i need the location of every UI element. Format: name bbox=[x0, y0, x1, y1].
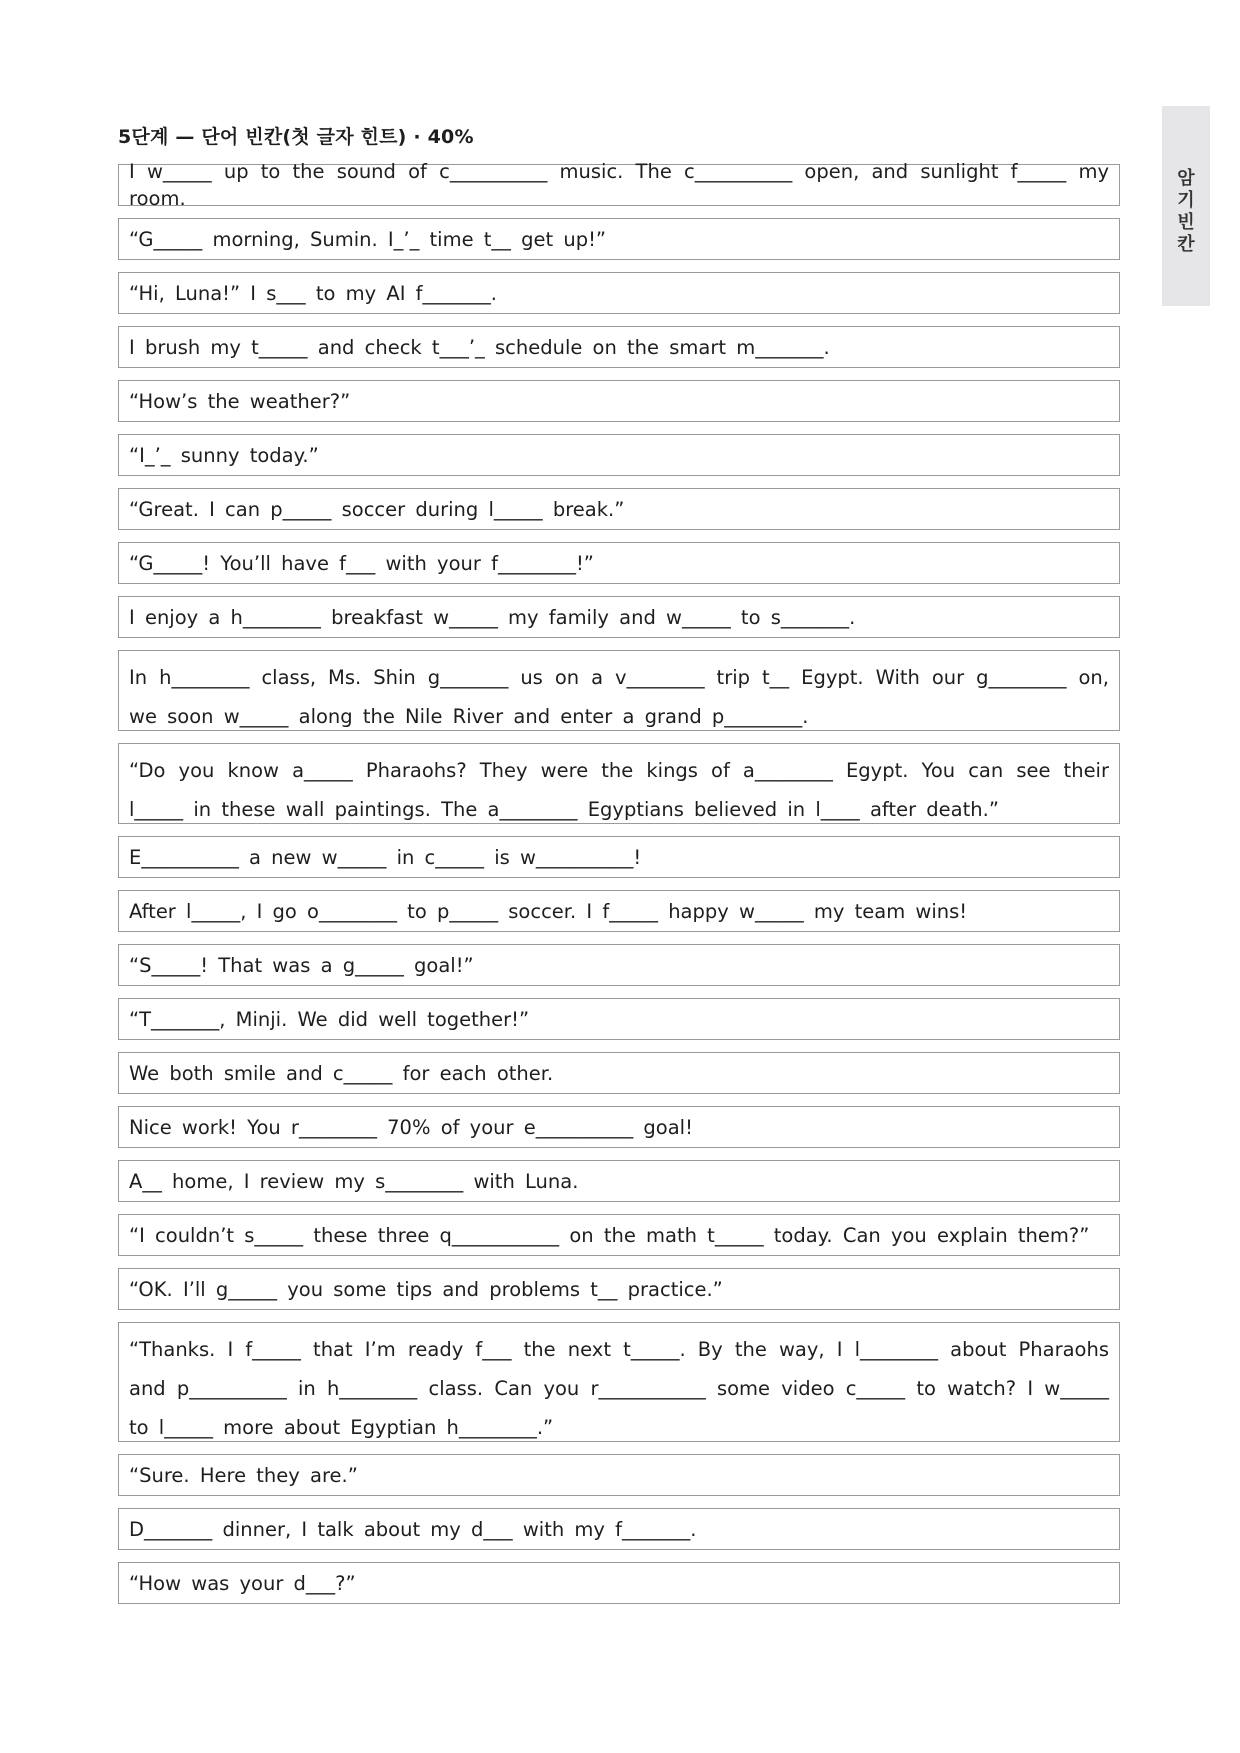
exercise-text: After l_____, I go o________ to p_____ soccer. I f_____ happy w_____ my team wins! bbox=[129, 899, 968, 923]
exercise-text: D_______ dinner, I talk about my d___ with my f_______. bbox=[129, 1517, 697, 1541]
exercise-text: “Hi, Luna!” I s___ to my AI f_______. bbox=[129, 281, 497, 305]
side-tab-char: 기 bbox=[1177, 190, 1195, 211]
exercise-row bbox=[118, 218, 1120, 260]
exercise-row: “Do you know a_____ Pharaohs? They were the kings of a________ Egypt. You can see their l_____ in these wall paintings. The a________ Egyptians believed in l____ after death.” bbox=[118, 743, 1120, 824]
exercise-row bbox=[118, 1106, 1120, 1148]
exercise-row bbox=[118, 272, 1120, 314]
exercise-text: “S_____! That was a g_____ goal!” bbox=[129, 953, 474, 977]
exercise-row bbox=[118, 542, 1120, 584]
worksheet-heading: 5단계 — 단어 빈칸(첫 글자 힌트) · 40% bbox=[118, 126, 474, 148]
exercise-list bbox=[118, 160, 1120, 1616]
exercise-row bbox=[118, 596, 1120, 638]
exercise-text: “T_______, Minji. We did well together!” bbox=[129, 1007, 530, 1031]
exercise-row bbox=[118, 434, 1120, 476]
exercise-text: “Great. I can p_____ soccer during l_____ break.” bbox=[129, 497, 625, 521]
exercise-text: “How’s the weather?” bbox=[129, 389, 351, 413]
exercise-row bbox=[118, 160, 1120, 210]
exercise-text: “I_’_ sunny today.” bbox=[129, 443, 319, 467]
exercise-text: “G_____ morning, Sumin. I_’_ time t__ get up!” bbox=[129, 227, 607, 251]
exercise-text: Nice work! You r________ 70% of your e__________ goal! bbox=[129, 1115, 693, 1139]
side-tab-char: 칸 bbox=[1177, 234, 1195, 255]
exercise-row bbox=[118, 944, 1120, 986]
exercise-text: “OK. I’ll g_____ you some tips and problems t__ practice.” bbox=[129, 1277, 723, 1301]
exercise-text: I enjoy a h________ breakfast w_____ my family and w_____ to s_______. bbox=[129, 605, 856, 629]
exercise-row bbox=[118, 1562, 1120, 1604]
exercise-row bbox=[118, 488, 1120, 530]
exercise-row bbox=[118, 1160, 1120, 1202]
exercise-row bbox=[118, 998, 1120, 1040]
exercise-text: A__ home, I review my s________ with Luna. bbox=[129, 1169, 579, 1193]
side-tab-label bbox=[1162, 106, 1210, 306]
exercise-row bbox=[118, 1052, 1120, 1094]
exercise-text: I w_____ up to the sound of c__________ music. The c__________ open, and sunlight f_____ my room. bbox=[129, 160, 1109, 210]
exercise-row: In h________ class, Ms. Shin g_______ us on a v________ trip t__ Egypt. With our g________ on, we soon w_____ along the Nile River and enter a grand p________. bbox=[118, 650, 1120, 731]
side-tab-char: 암 bbox=[1177, 168, 1195, 189]
exercise-text: We both smile and c_____ for each other. bbox=[129, 1061, 554, 1085]
exercise-text: I brush my t_____ and check t___’_ schedule on the smart m_______. bbox=[129, 335, 830, 359]
exercise-row bbox=[118, 1508, 1120, 1550]
exercise-text: “I couldn’t s_____ these three q___________ on the math t_____ today. Can you explain them?” bbox=[129, 1223, 1090, 1247]
exercise-text: “G_____! You’ll have f___ with your f________!” bbox=[129, 551, 594, 575]
exercise-row bbox=[118, 836, 1120, 878]
exercise-row bbox=[118, 1268, 1120, 1310]
exercise-text: E__________ a new w_____ in c_____ is w__________! bbox=[129, 845, 642, 869]
exercise-row bbox=[118, 1214, 1120, 1256]
exercise-row bbox=[118, 1454, 1120, 1496]
exercise-text: “How was your d___?” bbox=[129, 1571, 356, 1595]
exercise-text: “Sure. Here they are.” bbox=[129, 1463, 358, 1487]
exercise-row bbox=[118, 380, 1120, 422]
exercise-row bbox=[118, 326, 1120, 368]
side-tab-char: 빈 bbox=[1177, 212, 1195, 233]
exercise-row: “Thanks. I f_____ that I’m ready f___ the next t_____. By the way, I l________ about Pharaohs and p__________ in h________ class. Can you r___________ some video c_____ to watch? I w_____ to l_____ more about Egyptian h________.” bbox=[118, 1322, 1120, 1442]
exercise-row bbox=[118, 890, 1120, 932]
